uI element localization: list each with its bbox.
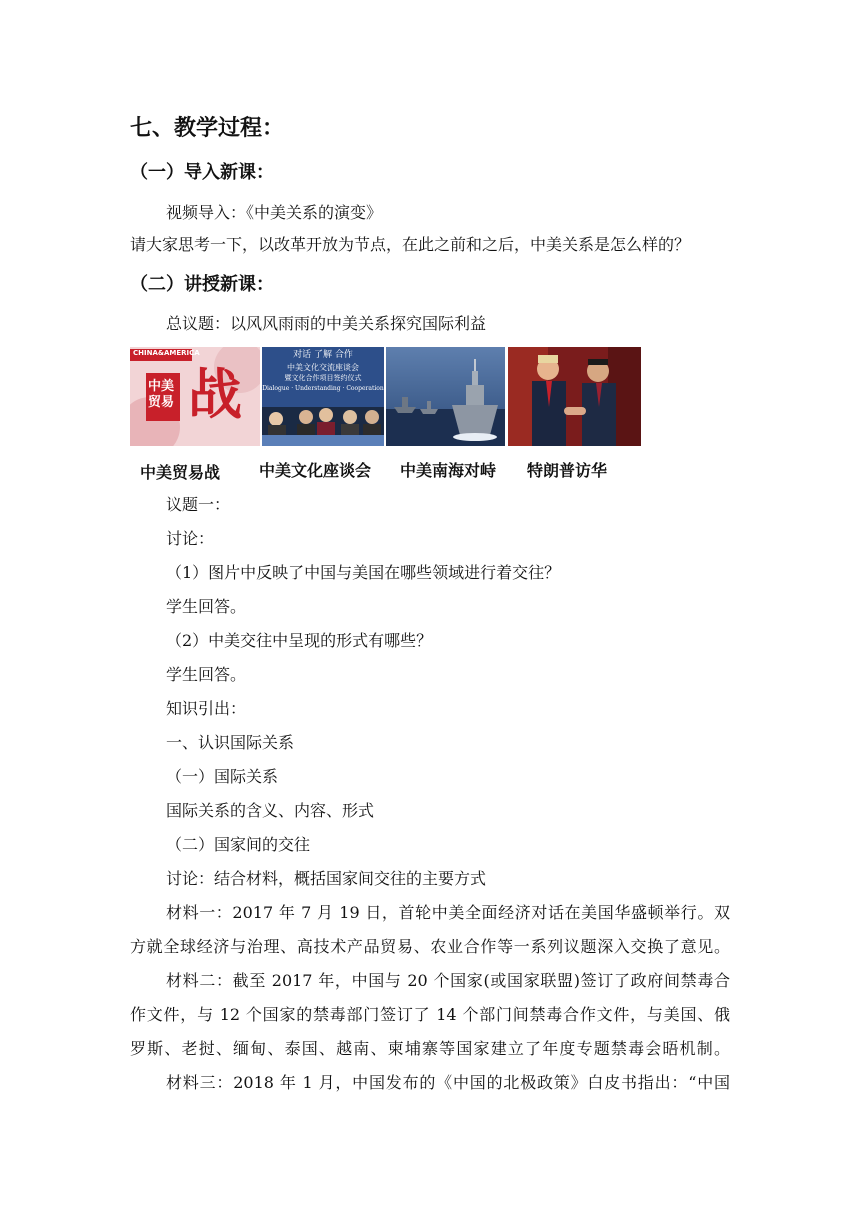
trump-visit-image bbox=[508, 347, 641, 446]
section-heading: 七、教学过程： bbox=[130, 116, 285, 141]
conference-banner-line2: 中美文化交流座谈会 bbox=[287, 363, 359, 372]
knowledge-sub-one: （一）国际关系 bbox=[166, 767, 279, 786]
material-two-line1: 材料二：截至 2017 年，中国与 20 个国家(或国家联盟)签订了政府间禁毒合 bbox=[166, 971, 730, 990]
material-two-line2: 作文件，与 12 个国家的禁毒部门签订了 14 个部门间禁毒合作文件，与美国、俄 bbox=[130, 1005, 730, 1024]
leaders-handshake-illustration bbox=[508, 347, 641, 446]
discussion-two: 讨论：结合材料，概括国家间交往的主要方式 bbox=[166, 869, 487, 888]
knowledge-section-one: 一、认识国际关系 bbox=[166, 733, 295, 752]
material-three-line1: 材料三：2018 年 1 月，中国发布的《中国的北极政策》白皮书指出：“中国 bbox=[166, 1073, 730, 1092]
subheading-teaching: （二）讲授新课： bbox=[130, 274, 274, 295]
knowledge-sub-one-text: 国际关系的含义、内容、形式 bbox=[166, 801, 375, 820]
discussion-label: 讨论： bbox=[166, 529, 215, 548]
warship-illustration bbox=[386, 347, 505, 446]
conference-illustration bbox=[262, 347, 384, 446]
caption-trade-war: 中美贸易战 bbox=[140, 463, 221, 482]
trade-war-small-text: 中美 贸易 bbox=[148, 379, 175, 410]
student-answer-one: 学生回答。 bbox=[166, 597, 247, 616]
material-two-line3: 罗斯、老挝、缅甸、泰国、越南、柬埔寨等国家建立了年度专题禁毒会晤机制。 bbox=[130, 1039, 730, 1058]
video-intro-text: 视频导入：《中美关系的演变》 bbox=[166, 203, 383, 222]
caption-culture-conference: 中美文化座谈会 bbox=[259, 461, 372, 480]
caption-south-china-sea: 中美南海对峙 bbox=[400, 461, 497, 480]
caption-trump-visit: 特朗普访华 bbox=[527, 461, 608, 480]
culture-conference-image bbox=[262, 347, 384, 446]
conference-banner-line4: Dialogue · Understanding · Cooperation bbox=[262, 385, 384, 392]
trade-war-tag: CHINA&AMERICA bbox=[133, 349, 200, 357]
conference-banner-line3: 暨文化合作项目签约仪式 bbox=[284, 374, 362, 382]
question-intro-text: 请大家思考一下，以改革开放为节点，在此之前和之后，中美关系是怎么样的？ bbox=[130, 235, 691, 254]
material-one-line1: 材料一：2017 年 7 月 19 日，首轮中美全面经济对话在美国华盛顿举行。双 bbox=[166, 903, 730, 922]
question-two: （2）中美交往中呈现的形式有哪些？ bbox=[166, 631, 433, 650]
question-one: （1）图片中反映了中国与美国在哪些领域进行着交往？ bbox=[166, 563, 561, 582]
conference-banner-line1: 对话 了解 合作 bbox=[293, 350, 353, 360]
knowledge-sub-two: （二）国家间的交往 bbox=[166, 835, 311, 854]
south-china-sea-image bbox=[386, 347, 505, 446]
main-topic-text: 总议题：以风风雨雨的中美关系探究国际利益 bbox=[166, 314, 487, 333]
trade-war-image bbox=[130, 347, 260, 446]
trade-war-big-character: 战 bbox=[188, 363, 242, 426]
material-one-line2: 方就全球经济与治理、高技术产品贸易、农业合作等一系列议题深入交换了意见。 bbox=[130, 937, 730, 956]
knowledge-intro: 知识引出： bbox=[166, 699, 247, 718]
topic-one: 议题一： bbox=[166, 495, 231, 514]
student-answer-two: 学生回答。 bbox=[166, 665, 247, 684]
subheading-intro: （一）导入新课： bbox=[130, 162, 274, 183]
